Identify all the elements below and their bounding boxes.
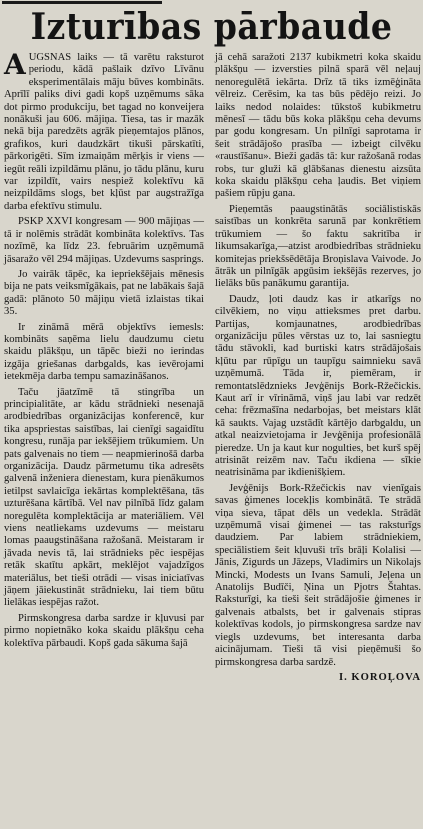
article-paragraph: Pirmskongresa darba sardze ir kļuvusi par pirmo nopietnāko koka skaidu plākšņu ceha kolektīva pārbaudi. Kopš gada sākuma šajā xyxy=(4,612,204,649)
author-signature: I. KOROĻOVA xyxy=(338,671,421,683)
article-paragraph: Pieņemtās paaugstinātās sociālistiskās saistības un konkrēta sarunā par konkrētiem trūkumiem — šo faktu sakritība ir likumsakarīga,—atzist arodbiedrības strādnieku komitejas priekšsēdētāja Broņislava Vaivode. Jo ātrāk un pilnīgāk apgūsim iekšējās rezerves, jo lielāks būs panākumu garantija. xyxy=(215,203,421,290)
left-column xyxy=(4,48,204,653)
drop-cap: A xyxy=(4,48,26,81)
article-paragraph: Jevģēnijs Bork-Ržečickis nav vienīgais savas ģimenes locekļis kombinātā. Te strādā viņa sieva, tāpat dēls un vedekla. Strādāt uzņēmumā visai ģimenei — tas raksturīgs daudziem. Par labiem strādniekiem, speciālistiem šeit kļuvuši trīs brāļi Kolalisi — Jānis, Zigurds un Jāzeps, Vladimirs un Nikolajs Mincki, Modests un Ivans Samuli, Jeļena un Anatolijs Budīči, Ņina un Pjotrs Štahtas. Raksturīgi, ka tieši šeit strādājošie ģimenes ir galvenais atbalsts, bet ir galvenais stipras kolektīvas kodols, jo pirmskongresa sardze nav viegls uzdevums, bet interesanta darba aicinājumam. Tieši tā visi pieņēmuši šo pirmskongresa darba sardzē. xyxy=(215,482,421,668)
article-headline: Izturības pārbaude xyxy=(30,6,393,48)
article-paragraph: Jo vairāk tāpēc, ka iepriekšējais mēnesis bija ne pats veiksmīgākais, pat ne labākais šajā gadā: plānoto 50 mājiņu vietā izlaistas tikai 35. xyxy=(4,268,204,318)
article-paragraph: PSKP XXVI kongresam — 900 mājiņas — tā ir nolēmis strādāt kombināta kolektīvs. Tas nozīmē, ka līdz 23. februārim uzņēmumā jāsaražo vēl 294 mājiņas. Uzdevums sasprings. xyxy=(4,216,204,265)
article-paragraph: Daudz, ļoti daudz kas ir atkarīgs no cilvēkiem, no viņu attieksmes pret darbu. Partijas, komjaunatnes, arodbiedrības organizāciju pūles vērstas uz to, lai sasniegtu tādu stāvokli, kad burtiski katrs strādājošais kļūtu par rūpīgu un taupīgu saimnieku savā uzņēmumā. Tāda ir, piemēram, ir remontatslēdznieks Jevģēnijs Bork-Ržečickis. Kaut arī ir vīrināmā, viņš jau labi var redzēt ceha: frēzmašīna nedarbojas, bet meistars klāt kā saukts. Vajag uzstādīt kārtējo darbgaldu, un atkal neaizvietojama ir Jevģēnija profesionālā pieredze. Un ja kaut kur nogulties, bet kurš spēj atrisināt reizēm nav. Taču ikdiena — sīkie neatrisināma par ikdienišķiem. xyxy=(215,293,421,479)
article-paragraph: Taču jāatzīmē tā stingrība un principialitāte, ar kādu strādnieki nesenajā arodbiedrības organizācijas konferencē, kur tika apspriestas saistības, lai cienīgi sagaidītu kongresu, runāja par iekšējiem trūkumiem. Un pats galvenais no tiem — neapmierinošā darba organizācija. Daudz pārmetumu tika adresēts galvenā inženiera dienestam, kura pienākumos ietilpst savlaicīga iekārtas komplektēšana, tās uzturēšana kārtībā. Vel nav pilnībā līdz galam noregulēta komplektācija ar materiāliem. Vēl viens neatliekams uzdevums — meistaru lomas paaugstināšana ražošanā. Meistaram ir jāvada nevis tā, lai strādnieks pēc iespējas retāk skatītu apkārt, meklējot vajadzīgos materiālus, bet tieši otrādi — visas iniciatīvas jāņem jāiekustināt strādnieku, lai tiem būtu lielākas iespējas ražot. xyxy=(4,386,204,609)
article-paragraph: AUGSNAS laiks — tā varētu raksturot periodu, kādā pašlaik dzīvo Līvānu eksperimentālais māju būves kombināts. Aprīlī paliks divi gadi kopš uzņēmums sāka dot pirmo produkciju, bet tagad no konveijera nonākuši jau 606. mājiņa. Tiesa, tas ir mazāk nekā bija paredzēts agrāk pieņemtajos plānos, grafikos, kuri daudzkārt tikuši pārskatīti, pārkorigēti. Sīm izmaiņām mērķis ir viens — iegūt reāli izpildāmu plānu, jo tādu plānu, kuru var izpildīt, vairs nespiež kolektīvu kā neizpildāms slogs, bet kļūst par augstražīga darba efektīvu stimulu. xyxy=(4,48,204,212)
article-paragraph: jā cehā saražoti 2137 kubikmetri koka skaidu plākšņu — izversties pilnā sparā vēl neļauj nenoregulētā iekārta. Drīz tā tiks izmēģināta vēlreiz. Cerēsim, ka tas būs pēdējo reizi. Jo laiks nedod nolaides: tūkstoš kubikmetru mēnesī — tādu būs koka plākšņu ceha devums par godu kongresam. Un pilnīgi saprotama ir šeit strādājošo prasība — izbeigt cilvēku «raustīšanu». Bieži gadās tā: kur ražošanā rodas robs, tur gluži kā glābšanas dienestu aizsūta koka skaidu plākšņu ceha ļaudis. Bet viņiem pašiem rūpju gana. xyxy=(215,52,421,200)
right-column xyxy=(215,52,421,684)
article-paragraph: Ir zināmā mērā objektīvs iemesls: kombināts saņēma lielu daudzumu cietu skaidu plākšņu, un tāpēc bieži no ierindas izgāja griešanas darbgalds, kas ievērojami ietekmēja darba tempu samazināšanos. xyxy=(4,321,204,383)
top-rule xyxy=(2,1,162,4)
